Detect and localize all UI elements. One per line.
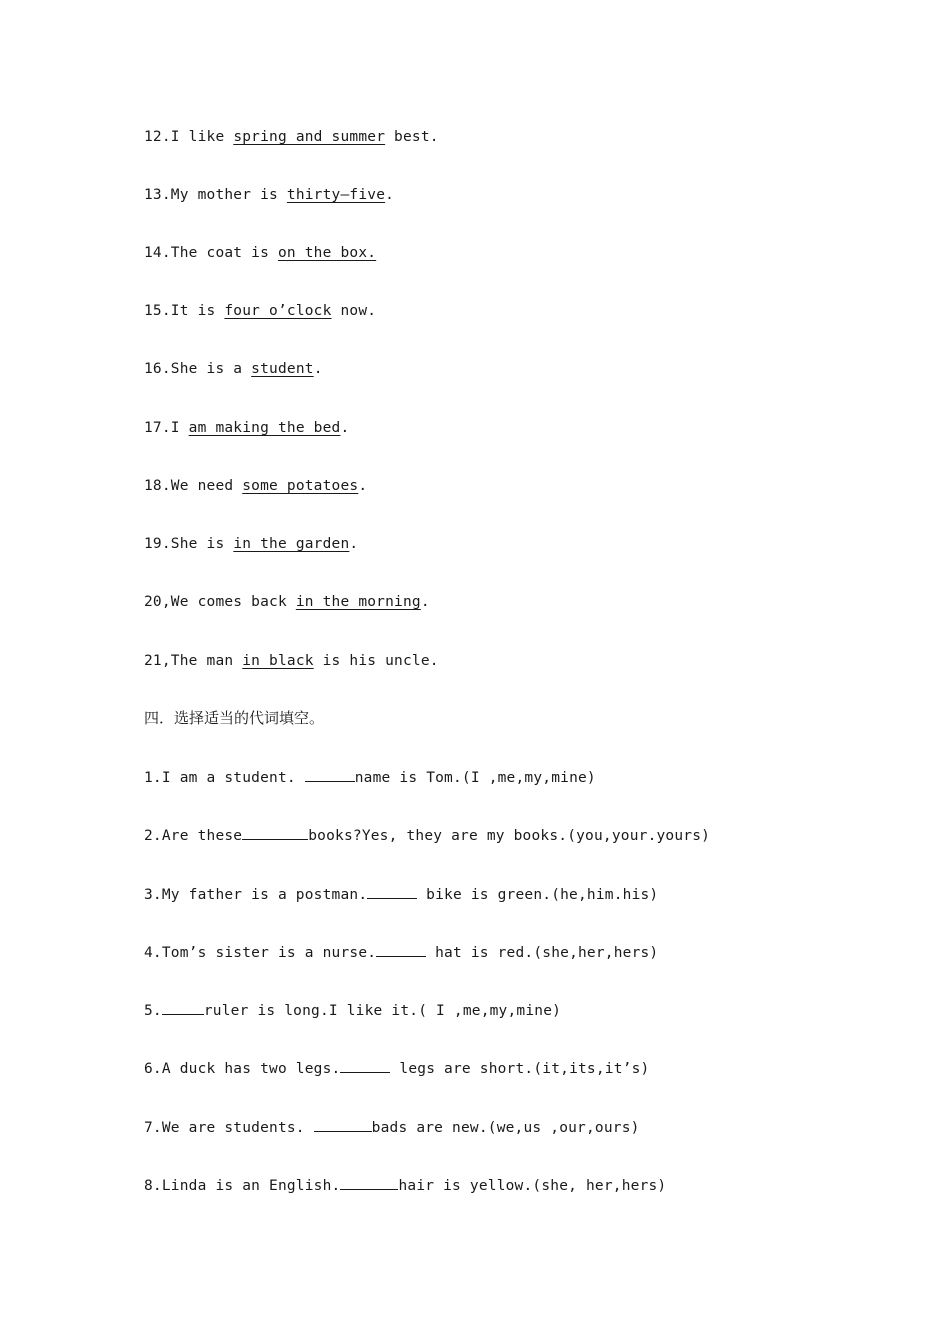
fill-question-2	[144, 825, 710, 846]
underlined-phrase: am making the bed	[188, 420, 341, 436]
question-text: 14.The coat is	[144, 245, 278, 261]
answer-blank[interactable]	[367, 884, 417, 899]
question-text: 1.I am a student.	[144, 770, 305, 786]
question-text: 19.She is	[144, 536, 234, 552]
question-17	[144, 418, 349, 438]
question-text: legs are short.(it,its,it’s)	[390, 1061, 650, 1077]
question-text: 5.	[144, 1003, 162, 1019]
question-text: books?Yes, they are my books.(you,your.yours)	[308, 828, 711, 844]
answer-blank[interactable]	[340, 1058, 390, 1073]
question-text: 3.My father is a postman.	[144, 887, 368, 903]
question-text: .	[340, 420, 350, 436]
question-text: .	[385, 187, 395, 203]
question-text: 13.My mother is	[144, 187, 287, 203]
section-heading: 四．选择适当的代词填空。	[144, 709, 325, 727]
question-text: 6.A duck has two legs.	[144, 1061, 341, 1077]
question-text: 4.Tom’s sister is a nurse.	[144, 945, 377, 961]
underlined-phrase: four o’clock	[224, 303, 332, 319]
question-text: .	[313, 361, 323, 377]
question-text: 8.Linda is an English.	[144, 1178, 341, 1194]
underlined-phrase: spring and summer	[233, 129, 386, 145]
question-text: 7.We are students.	[144, 1120, 314, 1136]
question-text: .	[420, 594, 430, 610]
answer-blank[interactable]	[376, 942, 426, 957]
underlined-phrase: student	[251, 361, 314, 377]
question-12	[144, 127, 439, 147]
question-16	[144, 359, 323, 379]
underlined-phrase: thirty—five	[286, 187, 386, 203]
fill-question-3	[144, 884, 658, 905]
answer-blank[interactable]	[340, 1175, 398, 1190]
underlined-phrase: in black	[242, 653, 314, 669]
question-text: 12.I like	[144, 129, 234, 145]
underlined-phrase: some potatoes	[242, 478, 359, 494]
question-text: .	[349, 536, 359, 552]
question-20	[144, 592, 430, 612]
fill-question-4	[144, 942, 658, 963]
question-13	[144, 185, 394, 205]
fill-question-5	[144, 1000, 561, 1021]
question-18	[144, 476, 367, 496]
question-text: bads are new.(we,us ,our,ours)	[371, 1120, 640, 1136]
question-21	[144, 651, 439, 671]
question-text: 21,The man	[144, 653, 243, 669]
fill-question-6	[144, 1058, 649, 1079]
answer-blank[interactable]	[242, 825, 308, 840]
question-14	[144, 243, 376, 263]
underlined-phrase: on the box.	[277, 245, 377, 261]
question-text: .	[358, 478, 368, 494]
fill-question-1	[144, 767, 596, 788]
answer-blank[interactable]	[314, 1117, 372, 1132]
question-text: 20,We comes back	[144, 594, 296, 610]
question-text: bike is green.(he,him.his)	[417, 887, 659, 903]
fill-question-8	[144, 1175, 666, 1196]
answer-blank[interactable]	[305, 767, 355, 782]
question-15	[144, 301, 376, 321]
question-text: hat is red.(she,her,hers)	[426, 945, 659, 961]
question-text: 18.We need	[144, 478, 243, 494]
question-text: best.	[385, 129, 439, 145]
question-text: now.	[331, 303, 377, 319]
question-text: ruler is long.I like it.( I ,me,my,mine)	[203, 1003, 562, 1019]
question-19	[144, 534, 358, 554]
question-text: 15.It is	[144, 303, 225, 319]
question-text: 16.She is a	[144, 361, 252, 377]
question-text: hair is yellow.(she, her,hers)	[398, 1178, 667, 1194]
question-text: name is Tom.(I ,me,my,mine)	[354, 770, 596, 786]
underlined-phrase: in the morning	[295, 594, 421, 610]
question-text: 2.Are these	[144, 828, 243, 844]
fill-question-7	[144, 1117, 640, 1138]
answer-blank[interactable]	[162, 1000, 204, 1015]
underlined-phrase: in the garden	[233, 536, 350, 552]
question-text: 17.I	[144, 420, 189, 436]
question-text: is his uncle.	[313, 653, 439, 669]
